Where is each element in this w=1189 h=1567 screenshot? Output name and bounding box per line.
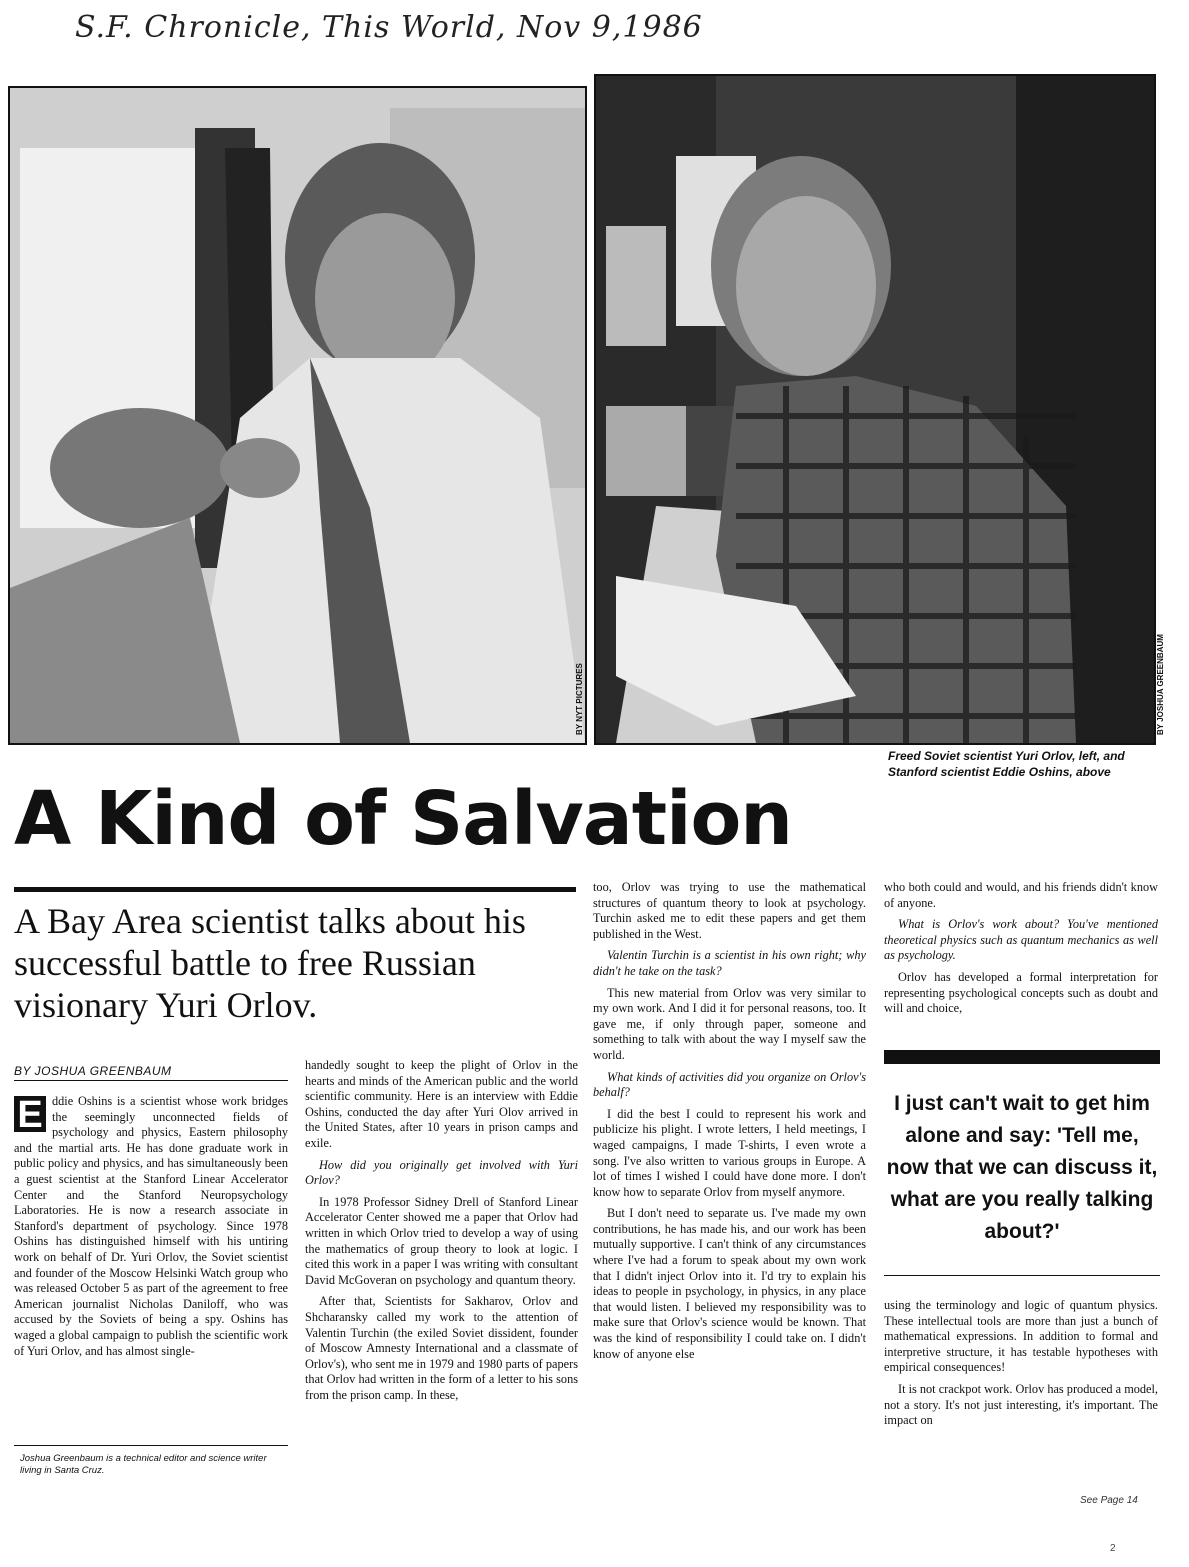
article-column-3 — [593, 880, 866, 1488]
photo-orlov-illustration — [10, 88, 585, 743]
col4-paragraph-4: It is not crackpot work. Orlov has produced a model, not a story. It's not just interesting, it's important. The impact on — [884, 1381, 1158, 1428]
col4-paragraph-3: using the terminology and logic of quantum physics. These intellectual tools are more than just a bunch of mathematical expressions. In addition to formal and interpretive structure, it has testable hypotheses with empirical consequences! — [884, 1298, 1158, 1375]
photo-credit-right: BY JOSHUA GREENBAUM — [1156, 634, 1165, 735]
col2-paragraph-2: In 1978 Professor Sidney Drell of Stanford Linear Accelerator Center showed me a paper that Orlov had written in which Orlov tried to develop a way of using the mathematics of group theory to look at logic. I cited this work in a paper I was writing with consultant David McGoveran on psychology and quantum theory. — [305, 1194, 578, 1287]
interview-question: Valentin Turchin is a scientist in his own right; why didn't he take on the task? — [593, 948, 866, 978]
pullquote-bottom-rule — [884, 1275, 1160, 1276]
continued-jump: See Page 14 — [1080, 1495, 1138, 1506]
article-column-4-top — [884, 880, 1158, 1040]
article-column-2 — [305, 1058, 578, 1488]
subhead-top-rule — [14, 887, 576, 892]
interview-question: What kinds of activities did you organize on Orlov's behalf? — [593, 1069, 866, 1100]
footnote-rule — [14, 1445, 288, 1446]
col2-paragraph-3: After that, Scientists for Sakharov, Orlov and Shcharansky called my work to the attention of Valentin Turchin (the exiled Soviet dissident, founder of Moscow Amnesty International and a classmate of Orlov's), who sent me in 1979 and 1980 parts of papers that Orlov had written in the form of a letter to his sons from the prison camp. In these, — [305, 1294, 578, 1402]
page-number: 2 — [1110, 1543, 1116, 1554]
handwritten-annotation: S.F. Chronicle, This World, Nov 9,1986 — [75, 10, 703, 45]
drop-cap: E — [14, 1096, 46, 1132]
col2-paragraph-1: handedly sought to keep the plight of Orlov in the hearts and minds of the American public and the world scientific community. Here is an interview with Eddie Oshins, conducted the day after Yuri Olov arrived in the United States, after 10 years in prison camps and exile. — [305, 1058, 578, 1150]
photo-yuri-orlov — [8, 86, 587, 745]
author-footnote: Joshua Greenbaum is a technical editor and science writer living in Santa Cruz. — [20, 1453, 267, 1476]
pullquote-top-bar — [884, 1050, 1160, 1064]
subhead: A Bay Area scientist talks about his successful battle to free Russian visionary Yuri Orlov. — [14, 901, 526, 1025]
col3-paragraph-3: I did the best I could to represent his work and publicize his plight. I wrote letters, I held meetings, I waged campaigns, I made T-shirts, I even wrote a song. I've also written to various groups in Europe. A lot of times I wished I could have done more. I don't know how to separate Orlov from myself anymore. — [593, 1106, 866, 1199]
caption-line-2: Stanford scientist Eddie Oshins, above — [888, 765, 1111, 779]
article-column-1 — [14, 1094, 288, 1439]
headline: A Kind of Salvation — [14, 776, 792, 862]
byline: BY JOSHUA GREENBAUM — [14, 1064, 172, 1078]
photo-oshins-illustration — [596, 76, 1154, 743]
pull-quote: I just can't wait to get him alone and say: 'Tell me, now that we can discuss it, what are you really talking about?' — [886, 1092, 1158, 1243]
col3-paragraph-2: This new material from Orlov was very similar to my own work. And I did it for personal reasons, too. It gave me, if only through paper, someone and something to talk with about the way I myself saw the world. — [593, 985, 866, 1062]
col1-paragraph-1: ddie Oshins is a scientist whose work bridges the seemingly unconnected fields of psychology and physics, Eastern philosophy and the martial arts. He has done graduate work in public policy and physics, and has simultaneously been a guest scientist at the Stanford Linear Accelerator Center and the Stanford Neuropsychology Laboratories. He is now a research associate in Stanford's department of psychology. Since 1978 Oshins has distinguished himself with his untiring work on behalf of Dr. Yuri Orlov, the Soviet scientist and founder of the Moscow Helsinki Watch group who was released October 5 as part of the agreement to free American journalist Nicholas Daniloff, who was accused by the Soviets of being a spy. Oshins has waged a global campaign to publish the scientific work of Yuri Orlov, and has almost single- — [14, 1094, 288, 1358]
photo-caption — [888, 748, 1178, 780]
col3-paragraph-4: But I don't need to separate us. I've made my own contributions, he has made his, and our work has been mutually supportive. I can't think of any circumstances where I've had a forum to speak about my own work that I didn't inject Orlov into it. I'd try to explain his ideas to people in psychology, in physics, in any place that would listen. I believed my responsibility was to make sure that Orlov's science would be known. That was the kind of responsibility I could take on. I didn't know of anyone else — [593, 1206, 866, 1361]
caption-line-1: Freed Soviet scientist Yuri Orlov, left, and — [888, 749, 1125, 763]
photo-credit-left: BY NYT PICTURES — [575, 663, 584, 735]
photo-eddie-oshins — [594, 74, 1156, 745]
interview-question: How did you originally get involved with Yuri Orlov? — [305, 1157, 578, 1188]
interview-question: What is Orlov's work about? You've mentioned theoretical physics such as quantum mechanics as well as psychology. — [884, 917, 1158, 963]
article-column-4-bottom — [884, 1298, 1158, 1488]
col3-paragraph-1: too, Orlov was trying to use the mathematical structures of quantum theory to look at psychology. Turchin asked me to edit these papers and get them published in the West. — [593, 880, 866, 941]
col4-paragraph-2: Orlov has developed a formal interpretation for representing psychological concepts such as doubt and will and choice, — [884, 969, 1158, 1016]
col4-paragraph-1: who both could and would, and his friends didn't know of anyone. — [884, 880, 1158, 910]
byline-rule — [14, 1080, 288, 1081]
